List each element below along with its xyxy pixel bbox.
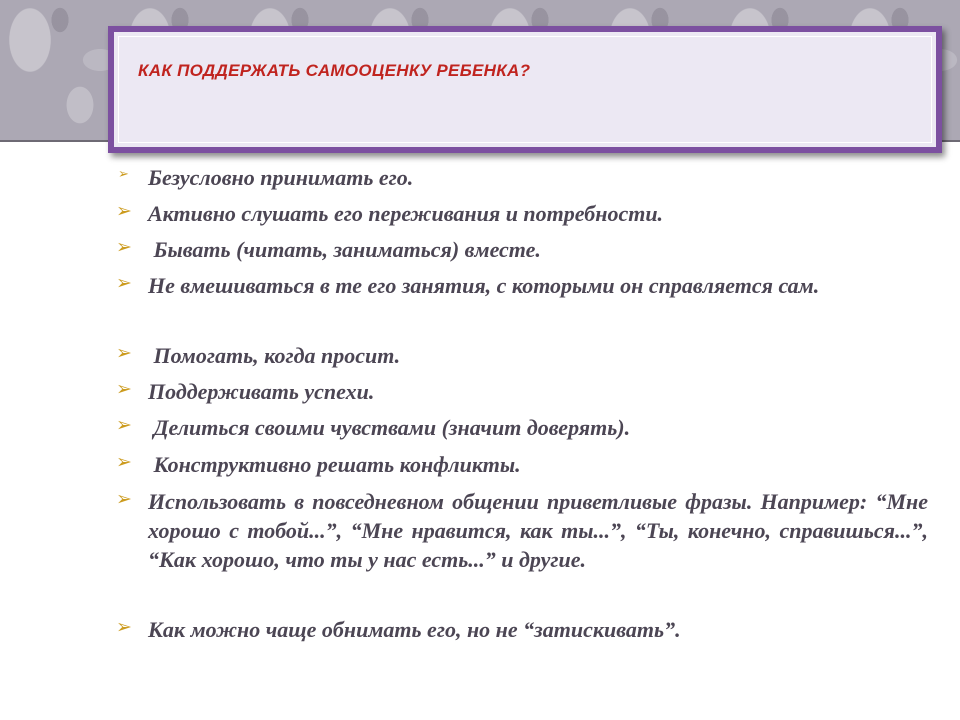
arrow-bullet-icon: ➢	[116, 451, 132, 473]
arrow-bullet-icon: ➢	[116, 488, 132, 510]
arrow-bullet-icon: ➢	[116, 616, 132, 638]
arrow-bullet-icon: ➢	[116, 342, 132, 364]
title-frame	[108, 26, 942, 153]
arrow-bullet-icon: ➢	[118, 167, 129, 182]
bullet-text: Использовать в повседневном общении приветливые фразы. Например: “Мне хорошо с тобой...”, “Мне нравится, как ты...”, “Ты, конечно, справишься...”, “Как хорошо, что ты у нас есть...” и другие.	[148, 489, 928, 572]
bullet-text: Помогать, когда просит.	[148, 343, 401, 368]
bullet-text: Конструктивно решать конфликты.	[148, 452, 521, 477]
arrow-bullet-icon: ➢	[116, 272, 132, 294]
arrow-bullet-icon: ➢	[116, 200, 132, 222]
bullet-text: Поддерживать успехи.	[148, 379, 375, 404]
bullet-text: Как можно чаще обнимать его, но не “затискивать”.	[148, 617, 681, 642]
slide-title: КАК ПОДДЕРЖАТЬ САМООЦЕНКУ РЕБЕНКА?	[138, 61, 531, 80]
arrow-bullet-icon: ➢	[116, 378, 132, 400]
bullet-text: Активно слушать его переживания и потребности.	[148, 201, 664, 226]
bullet-text: Бывать (читать, заниматься) вместе.	[148, 237, 541, 262]
bullet-text: Не вмешиваться в те его занятия, с которыми он справляется сам.	[148, 273, 820, 298]
arrow-bullet-icon: ➢	[116, 414, 132, 436]
bullet-text: Делиться своими чувствами (значит доверять).	[148, 415, 631, 440]
bullet-text: Безусловно принимать его.	[148, 165, 414, 190]
arrow-bullet-icon: ➢	[116, 236, 132, 258]
